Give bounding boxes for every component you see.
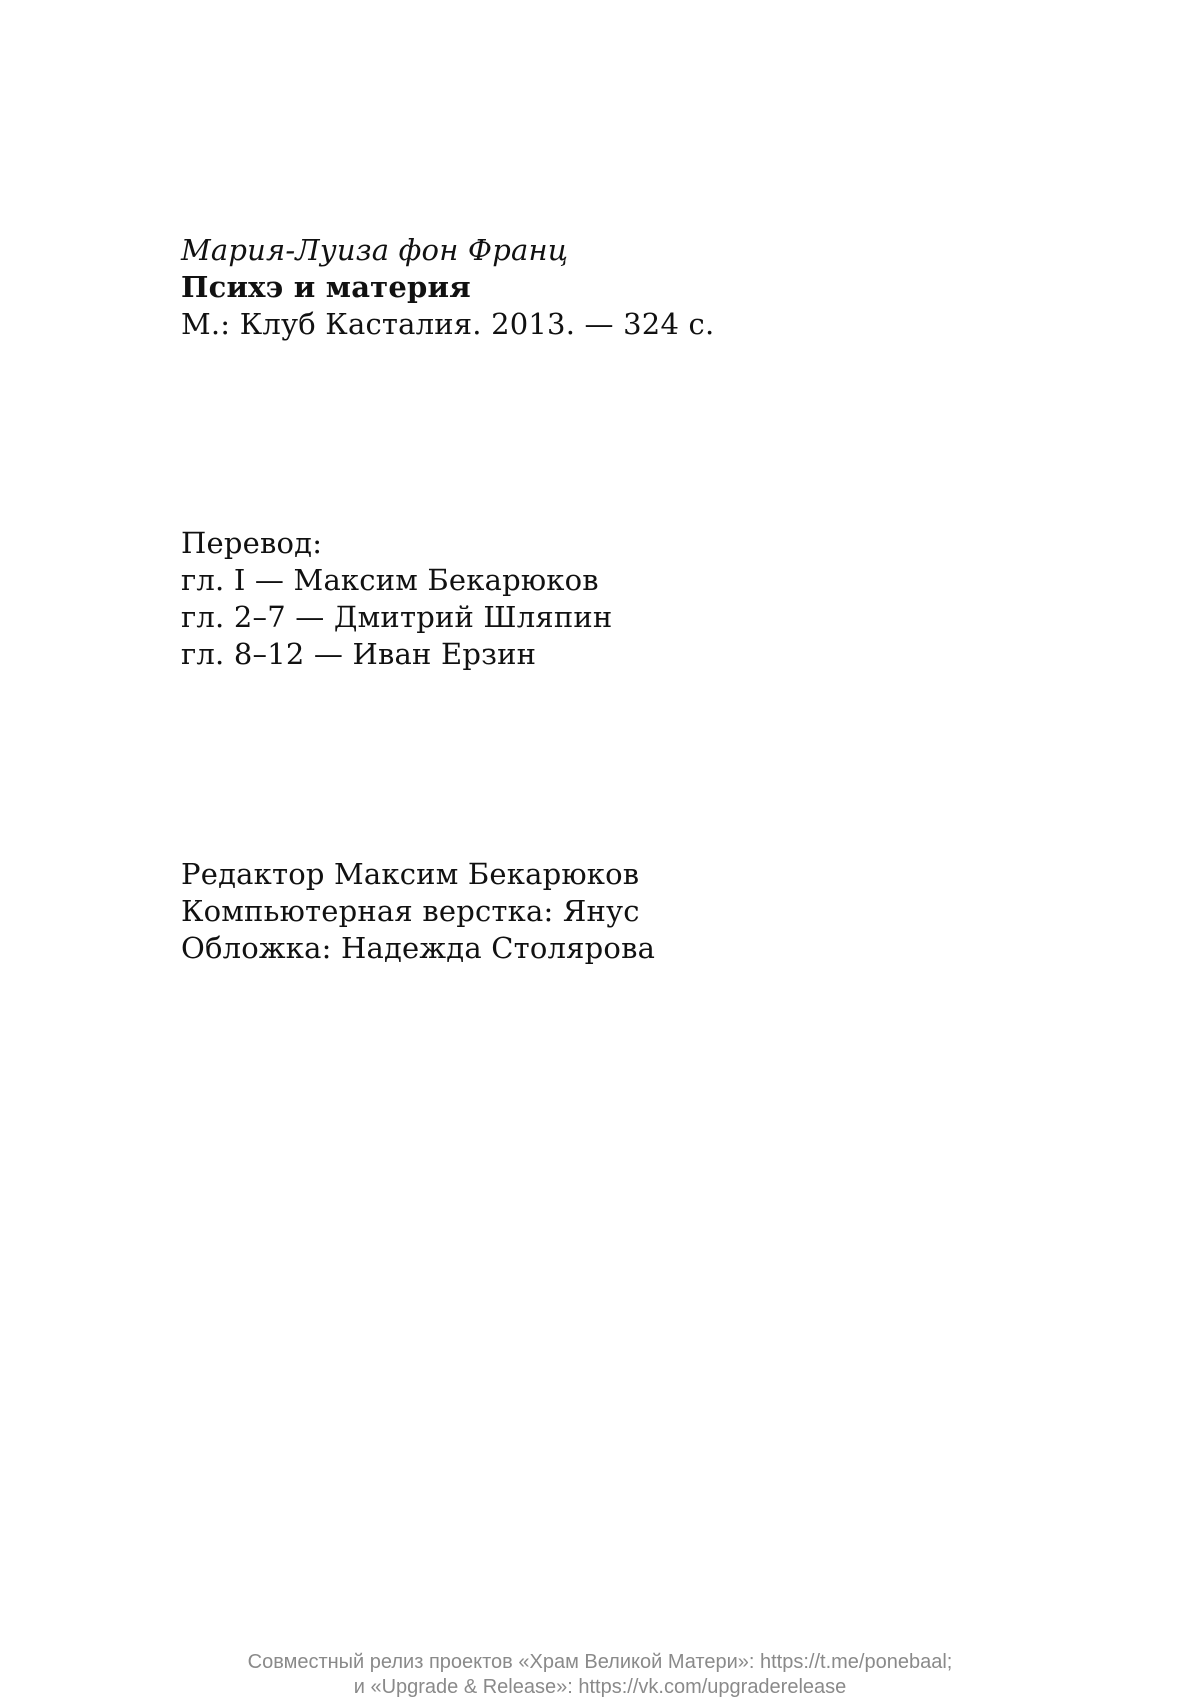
translator-line: гл. I — Максим Бекарюков: [181, 563, 599, 597]
publication-info: М.: Клуб Касталия. 2013. — 324 с.: [181, 307, 715, 341]
translation-credits: [181, 525, 612, 673]
production-credits: [181, 856, 655, 967]
footer-line: и «Upgrade & Release»: https://vk.com/upgraderelease: [353, 1676, 847, 1698]
bibliographic-imprint: [181, 232, 714, 343]
editor-credit: Редактор Максим Бекарюков: [181, 857, 640, 891]
author-name: Мария-Луиза фон Франц: [181, 233, 569, 267]
cover-credit: Обложка: Надежда Столярова: [181, 931, 656, 965]
translation-heading: Перевод:: [181, 526, 323, 560]
footer-line: Совместный релиз проектов «Храм Великой Матери»: https://t.me/ponebaal;: [247, 1651, 953, 1673]
layout-credit: Компьютерная верстка: Янус: [181, 894, 640, 928]
translator-line: гл. 2–7 — Дмитрий Шляпин: [181, 600, 613, 634]
book-title: Психэ и материя: [181, 270, 471, 304]
translator-line: гл. 8–12 — Иван Ерзин: [181, 637, 537, 671]
release-footer: [0, 1650, 1200, 1700]
